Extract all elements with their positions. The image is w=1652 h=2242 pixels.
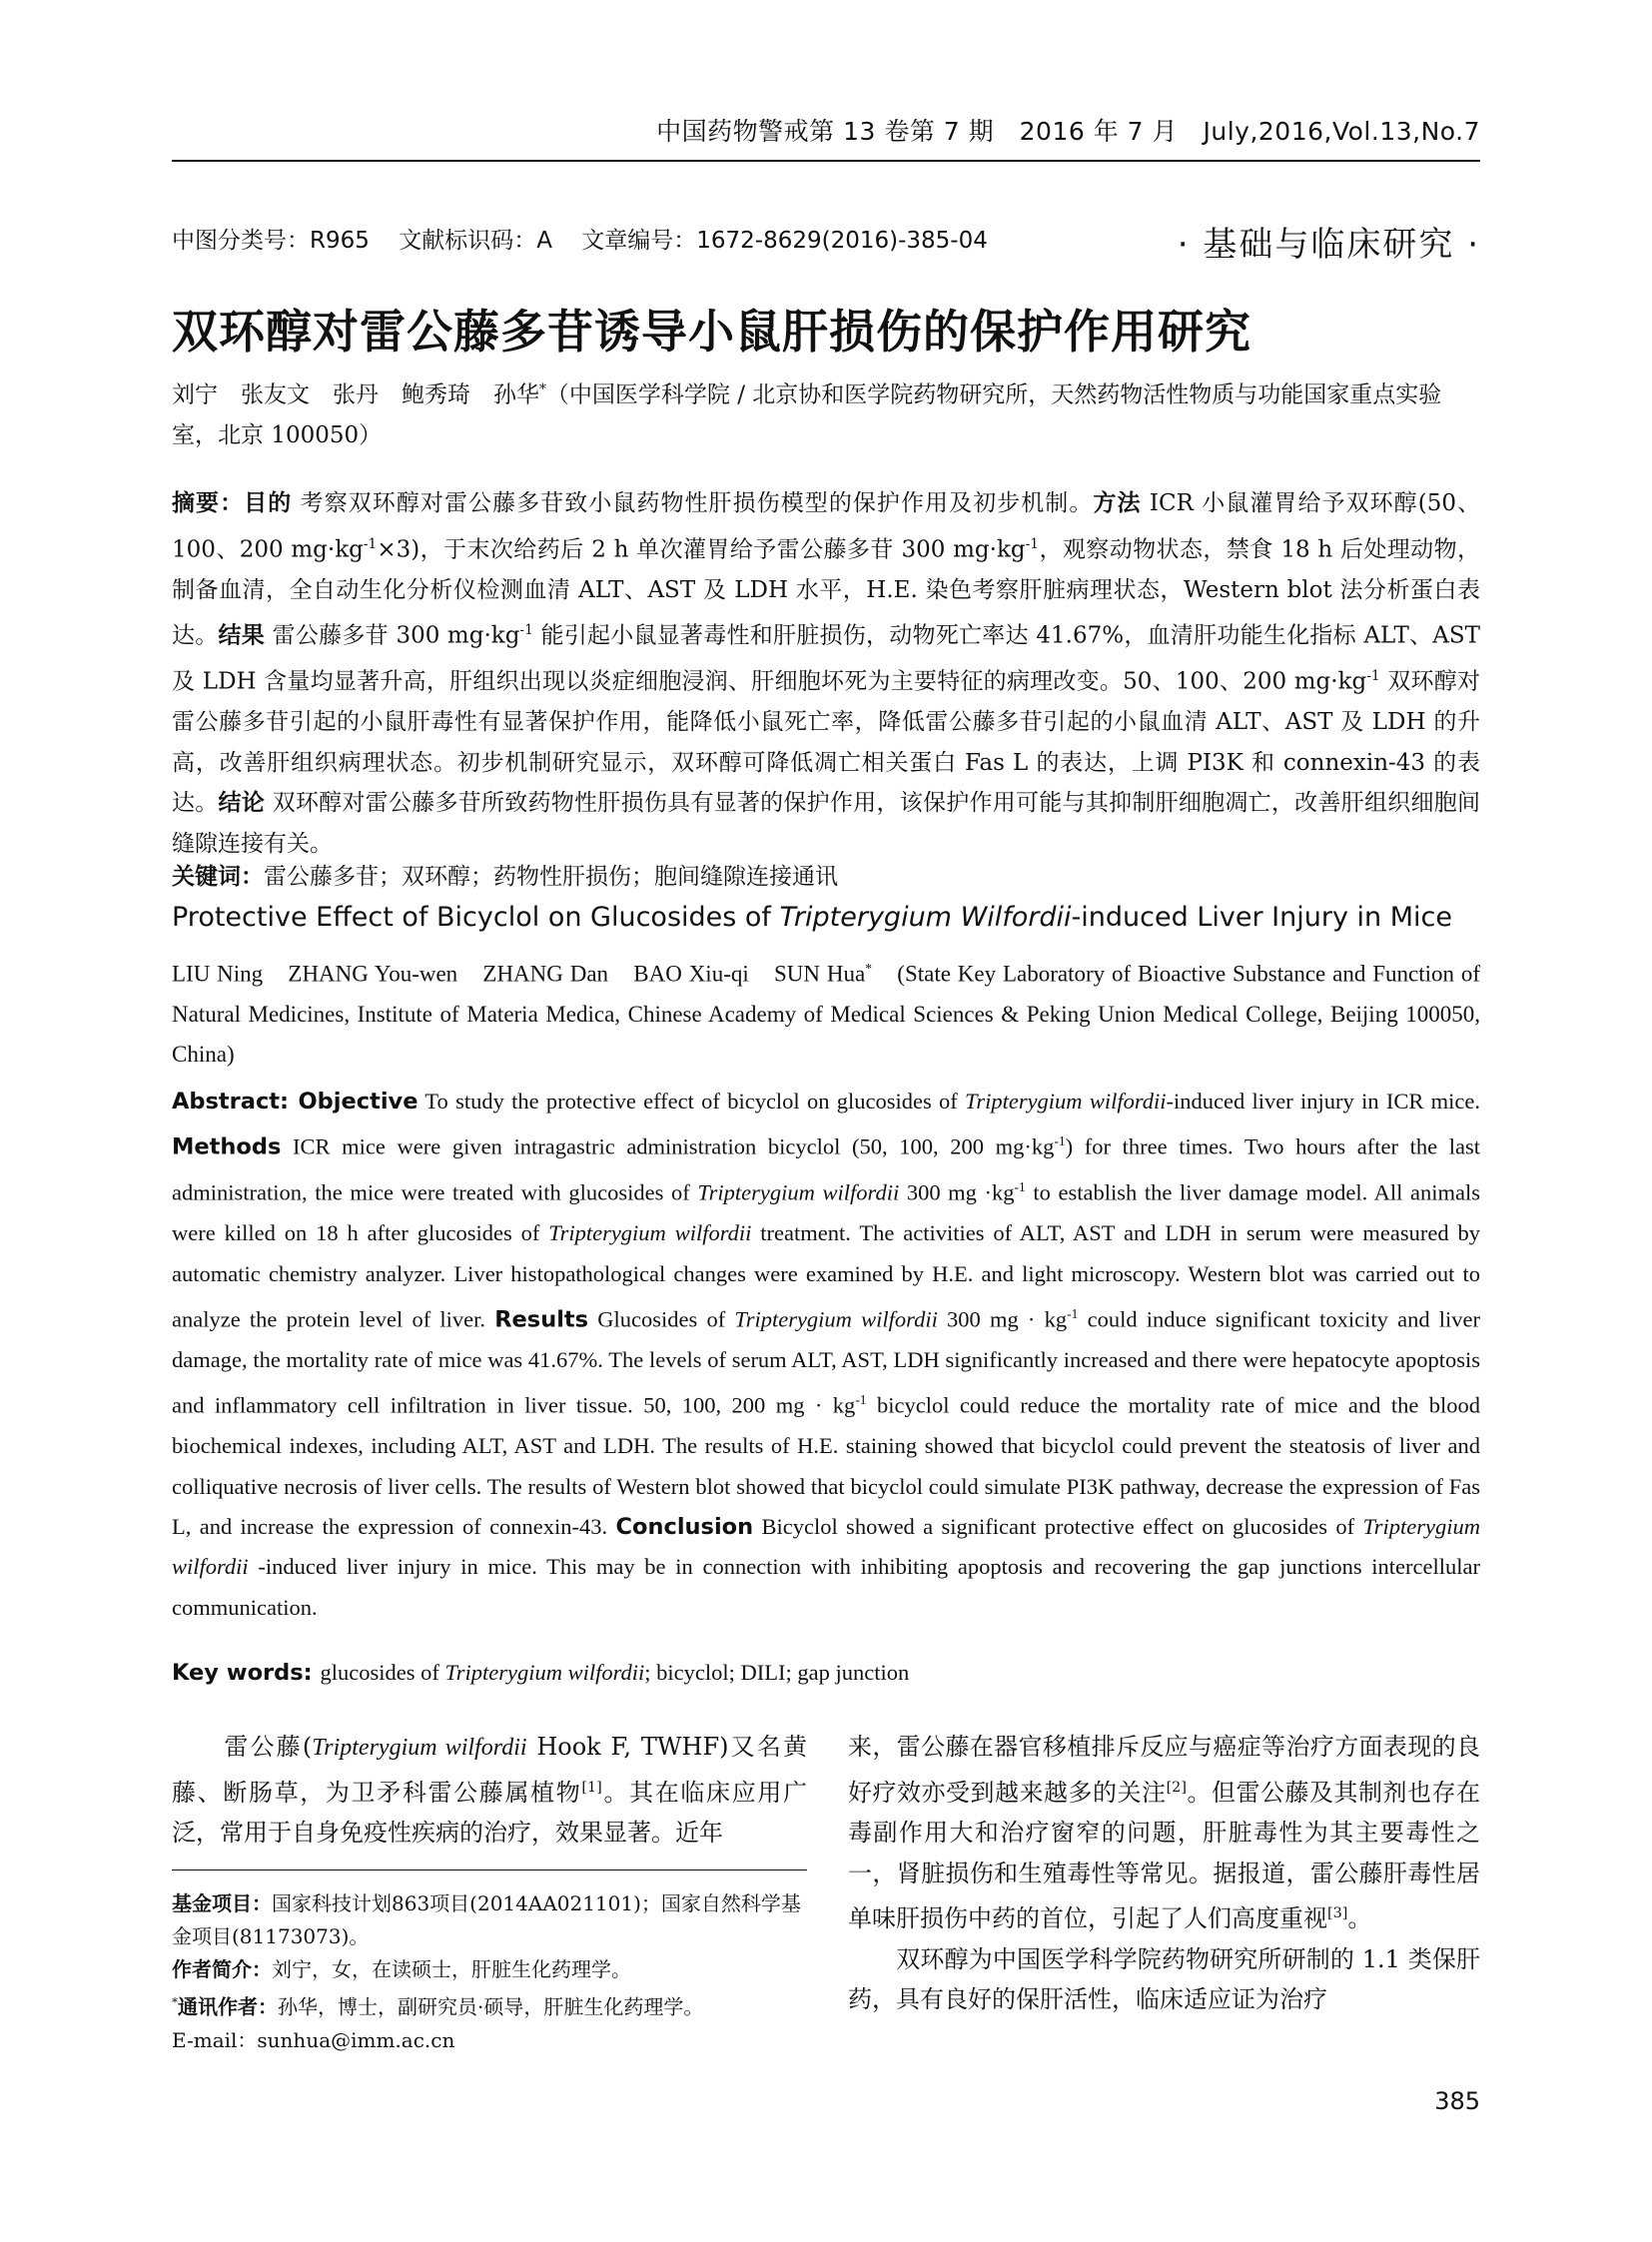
corresponding-note — [172, 1986, 807, 2024]
objective-text-cn: 考察双环醇对雷公藤多苷致小鼠药物性肝损伤模型的保护作用及初步机制。 — [292, 490, 1094, 516]
sup-en-2: -1 — [1014, 1179, 1026, 1195]
body-right-p1a: 来，雷公藤在器官移植排斥反应与癌症等治疗方面表现的良好疗效亦受到越来越多的关注 — [848, 1733, 1480, 1807]
results-text-en-4: bicyclol could reduce the mortality rate of mice and the blood biochemical indexes, including ALT, AST and LDH. The results of H.E. staining showed that bicyclol could prevent the steatosis of liver and colliquative necrosis of liver cells. The results of Western blot showed that bicyclol could simulate PI3K pathway, decrease the expression of Fas L, and increase the expression of connexin-43. — [172, 1392, 1480, 1540]
body-right-column — [848, 1727, 1480, 2020]
body-right-p1c: 。 — [1347, 1904, 1372, 1932]
sup-en-1: -1 — [1054, 1133, 1066, 1149]
clc-number: 中图分类号：R965 — [172, 228, 370, 254]
title-en-pre: Protective Effect of Bicyclol on Glucosides of — [172, 902, 780, 933]
body-right-paragraph-1 — [848, 1727, 1480, 1939]
objective-label-cn: 目的 — [244, 490, 293, 516]
methods-text-cn-3: ，观察动物状态，禁食 18 h 后处理动物，制备血清，全自动生化分析仪检测血清 ALT、AST 及 LDH 水平，H.E. 染色考察肝脏病理状态，Western blot 法分析蛋白表达。 — [172, 536, 1480, 649]
keywords-text-cn: 雷公藤多苷；双环醇；药物性肝损伤；胞间缝隙连接通讯 — [264, 864, 838, 890]
keywords-en-post: ; bicyclol; DILI; gap junction — [644, 1660, 910, 1685]
author-label: 作者简介： — [172, 1957, 272, 1981]
fund-text: 国家科技计划863项目(2014AA021101)；国家自然科学基金项目(81173073)。 — [172, 1891, 801, 1948]
sup-en-4: -1 — [855, 1392, 867, 1408]
conclusion-label-cn: 结论 — [218, 790, 266, 817]
conclusion-label-en: Conclusion — [615, 1514, 754, 1541]
methods-text-cn-2: ×3)，于末次给药后 2 h 单次灌胃给予雷公藤多苷 300 mg·kg — [377, 536, 1026, 563]
page-number: 385 — [1434, 2087, 1480, 2115]
abstract-chinese — [172, 483, 1480, 864]
sup-cn-2: -1 — [1025, 535, 1040, 552]
ref-1: [1] — [581, 1780, 602, 1796]
methods-text-en-4: to establish the liver damage model. All animals were killed on 18 h after glucosides of — [172, 1179, 1480, 1246]
abstract-label-en: Abstract: — [172, 1089, 299, 1115]
tw-italic-4: Tripterygium wilfordii — [734, 1306, 938, 1332]
results-text-en-3: could induce significant toxicity and liver damage, the mortality rate of mice was 41.67%. The levels of serum ALT, AST, LDH significantly increased and there were hepatocyte apoptosis and inflammatory cell infiltration in liver tissue. 50, 100, 200 mg · kg — [172, 1306, 1480, 1418]
results-text-cn: 雷公藤多苷 300 mg·kg — [265, 622, 520, 649]
authors-english — [172, 949, 1480, 1075]
article-number: 文章编号：1672-8629(2016)-385-04 — [581, 228, 988, 254]
objective-text-en-2: -induced liver injury in ICR mice. — [1166, 1089, 1480, 1114]
conclusion-text-en: Bicyclol showed a significant protective effect on glucosides of — [753, 1514, 1363, 1540]
footnote-rule — [172, 1869, 807, 1870]
methods-text-cn: ICR 小鼠灌胃给予双环醇(50、100、200 mg·kg — [172, 490, 1481, 563]
body-left-italic: Tripterygium wilfordii — [312, 1735, 527, 1761]
methods-text-en-3: 300 mg ·kg — [899, 1179, 1015, 1205]
ref-2: [2] — [1166, 1779, 1187, 1796]
corresponding-mark: * — [539, 381, 546, 397]
keywords-label-en: Key words: — [172, 1660, 321, 1686]
results-text-en-2: 300 mg · kg — [937, 1306, 1068, 1332]
tw-italic-2: Tripterygium wilfordii — [697, 1179, 900, 1205]
body-left-column — [172, 1727, 807, 1853]
document-code: 文献标识码：A — [399, 228, 552, 254]
tw-italic-5: Tripterygium wilfordii — [172, 1514, 1480, 1580]
corr-text: 孙华，博士，副研究员·硕导，肝脏生化药理学。 — [278, 1994, 704, 2019]
fund-note — [172, 1887, 807, 1953]
objective-label-en: Objective — [298, 1089, 418, 1115]
fund-label: 基金项目： — [172, 1891, 272, 1915]
corr-label: 通讯作者： — [178, 1994, 278, 2019]
methods-label-cn: 方法 — [1093, 490, 1142, 516]
author-note — [172, 1953, 807, 1986]
methods-text-en-2: ) for three times. Two hours after the last administration, the mice were treated with glucosides of — [172, 1133, 1480, 1205]
section-tag: · 基础与临床研究 · — [1177, 225, 1480, 265]
corresponding-mark-en: * — [865, 961, 873, 976]
title-chinese: 双环醇对雷公藤多苷诱导小鼠肝损伤的保护作用研究 — [172, 305, 1251, 359]
title-english — [172, 902, 1452, 933]
results-text-cn-3: 双环醇对雷公藤多苷引起的小鼠肝毒性有显著保护作用，能降低小鼠死亡率，降低雷公藤多苷引起的小鼠血清 ALT、AST 及 LDH 的升高，改善肝组织病理状态。初步机制研究显示，双环醇可降低凋亡相关蛋白 Fas L 的表达，上调 PI3K 和 connexin-43 的表达。 — [172, 668, 1481, 817]
title-en-post: -induced Liver Injury in Mice — [1071, 902, 1452, 933]
sup-cn-3: -1 — [519, 622, 533, 639]
corr-star: * — [172, 1995, 178, 2009]
body-left-b: Hook F, TWHF)又名黄藤、断肠草，为卫矛科雷公藤属植物 — [172, 1733, 807, 1807]
results-label-cn: 结果 — [218, 622, 266, 649]
abstract-label-cn: 摘要： — [172, 490, 245, 516]
tw-italic-1: Tripterygium wilfordii — [965, 1089, 1167, 1114]
authors-chinese — [172, 370, 1480, 455]
abstract-english — [172, 1082, 1480, 1628]
running-header: 中国药物警戒第 13 卷第 7 期 2016 年 7 月 July,2016,Vol.13,No.7 — [656, 117, 1480, 146]
affiliation-cn: （中国医学科学院 / 北京协和医学院药物研究所，天然药物活性物质与功能国家重点实验室，北京 100050） — [172, 381, 1442, 448]
methods-label-en: Methods — [172, 1133, 282, 1160]
author-names-en: LIU Ning ZHANG You-wen ZHANG Dan BAO Xiu-qi SUN Hua — [172, 961, 866, 987]
footnotes — [172, 1887, 807, 2057]
objective-text-en: To study the protective effect of bicyclol on glucosides of — [417, 1089, 966, 1114]
title-en-italic: Tripterygium Wilfordii — [779, 902, 1072, 933]
ref-3: [3] — [1327, 1905, 1348, 1921]
affiliation-en: (State Key Laboratory of Bioactive Substance and Function of Natural Medicines, Institute of Materia Medica, Chinese Academy of Medical Sciences & Peking Union Medical College, Beijing 100050, China) — [172, 961, 1480, 1067]
body-right-paragraph-2: 双环醇为中国医学科学院药物研究所研制的 1.1 类保肝药，具有良好的保肝活性，临床适应证为治疗 — [848, 1944, 1480, 2013]
results-text-en: Glucosides of — [588, 1306, 735, 1332]
conclusion-text-cn: 双环醇对雷公藤多苷所致药物性肝损伤具有显著的保护作用，该保护作用可能与其抑制肝细胞凋亡，改善肝组织细胞间缝隙连接有关。 — [172, 790, 1481, 857]
methods-text-en-5: treatment. The activities of ALT, AST and LDH in serum were measured by automatic chemistry analyzer. Liver histopathological changes were examined by H.E. and light microscopy. Western blot was carried out to analyze the protein level of liver. — [172, 1220, 1480, 1332]
conclusion-text-en-2: -induced liver injury in mice. This may be in connection with inhibiting apoptosis and recovering the gap junctions intercellular communication. — [172, 1554, 1480, 1620]
keywords-label-cn: 关键词： — [172, 864, 264, 890]
sup-cn-1: -1 — [363, 535, 378, 552]
results-label-en: Results — [494, 1306, 589, 1333]
keywords-chinese — [172, 857, 1480, 897]
results-text-cn-2: 能引起小鼠显著毒性和肝脏损伤，动物死亡率达 41.67%，血清肝功能生化指标 ALT、AST 及 LDH 含量均显著升高，肝组织出现以炎症细胞浸润、肝细胞坏死为主要特征的病理改变。50、100、200 mg·kg — [172, 622, 1481, 695]
body-left-a: 雷公藤( — [172, 1733, 313, 1761]
author-names-cn: 刘宁 张友文 张丹 鲍秀琦 孙华 — [172, 381, 539, 408]
tw-italic-3: Tripterygium wilfordii — [548, 1220, 752, 1246]
classification-line — [172, 222, 1010, 255]
email-note: E-mail：sunhua@imm.ac.cn — [172, 2027, 455, 2052]
keywords-en-pre: glucosides of — [320, 1660, 445, 1685]
author-text: 刘宁，女，在读硕士，肝脏生化药理学。 — [272, 1957, 631, 1981]
sup-en-3: -1 — [1067, 1306, 1079, 1322]
keywords-en-italic: Tripterygium wilfordii — [444, 1660, 645, 1685]
body-left-c: 。其在临床应用广泛，常用于自身免疫性疾病的治疗，效果显著。近年 — [172, 1779, 807, 1847]
body-right-p1b: 。但雷公藤及其制剂也存在毒副作用大和治疗窗窄的问题，肝脏毒性为其主要毒性之一，肾脏损伤和生殖毒性等常见。据报道，雷公藤肝毒性居单味肝损伤中药的首位，引起了人们高度重视 — [848, 1778, 1481, 1932]
methods-text-en: ICR mice were given intragastric administration bicyclol (50, 100, 200 mg·kg — [281, 1133, 1055, 1159]
keywords-english — [172, 1653, 1480, 1693]
header-rule — [172, 160, 1480, 162]
sup-cn-4: -1 — [1366, 668, 1380, 685]
